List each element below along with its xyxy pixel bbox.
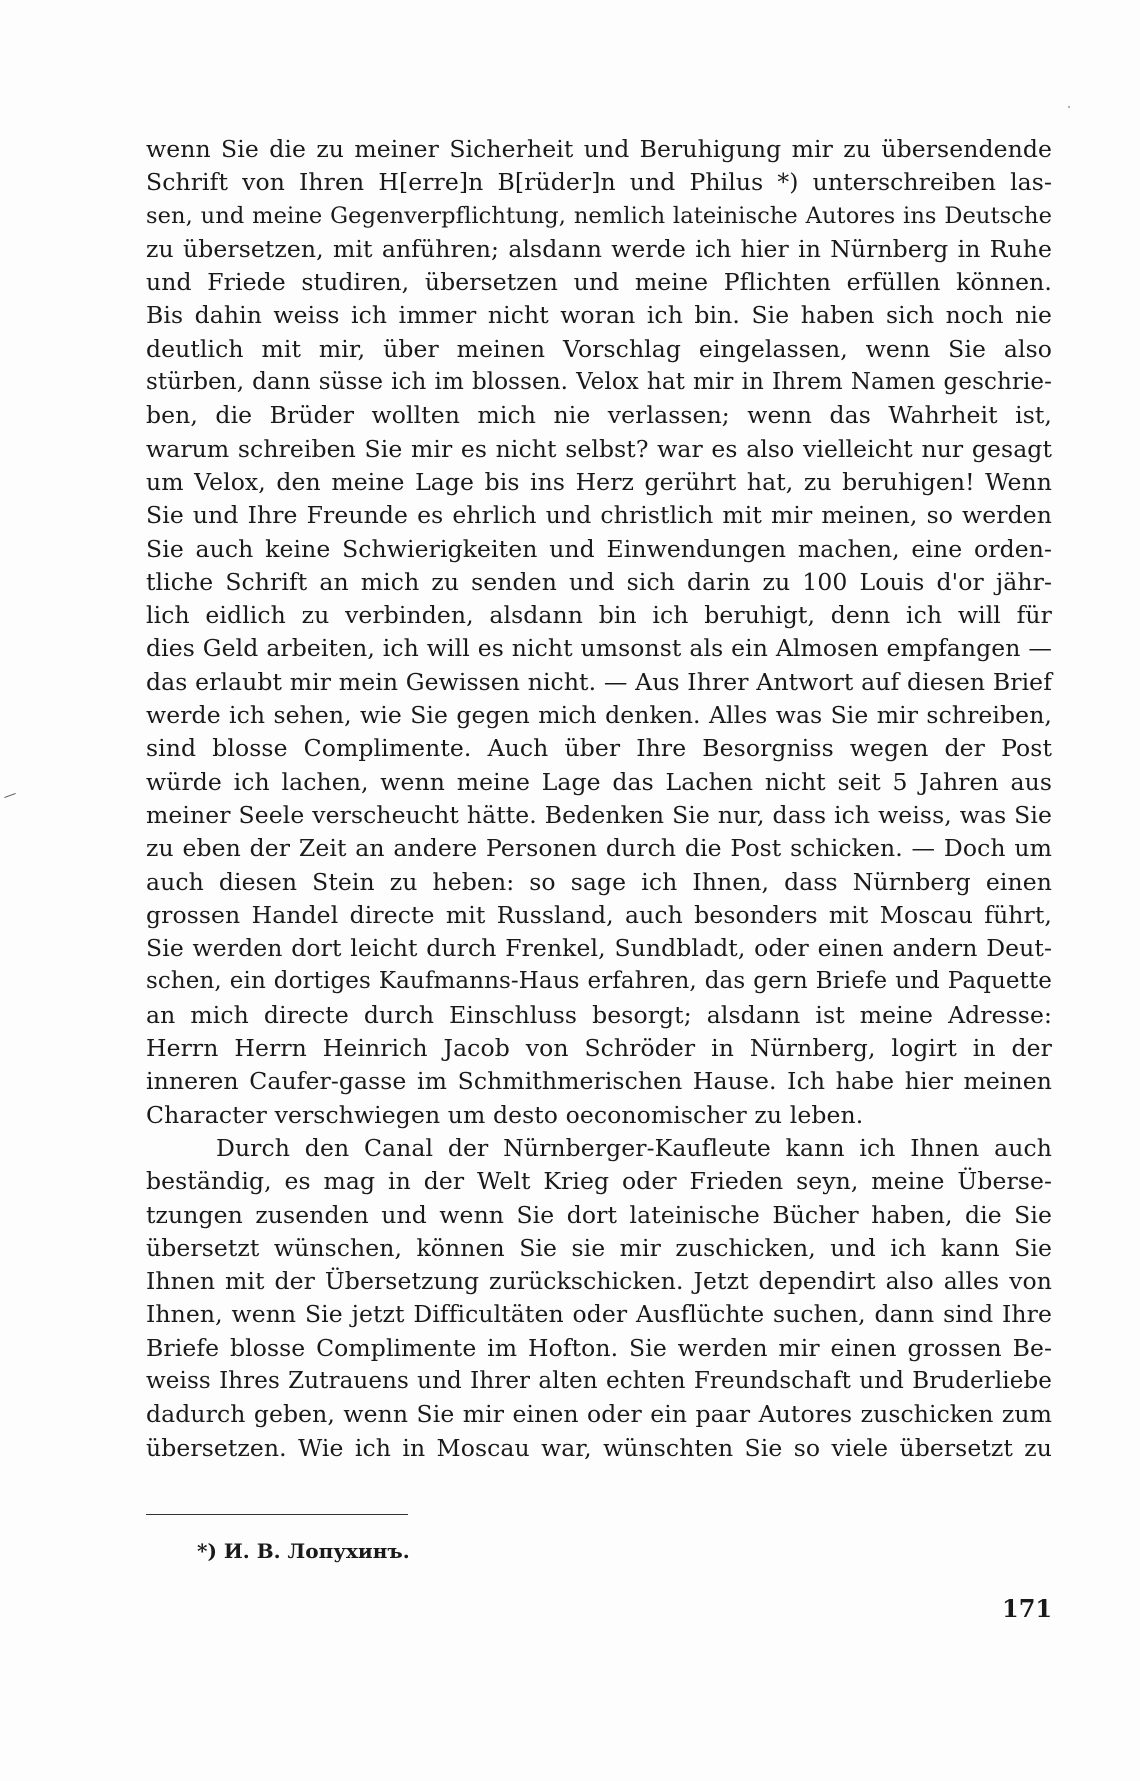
- text-line: inneren Caufer-gasse im Schmithmerischen Hause. Ich habe hier meinen: [146, 1067, 1052, 1096]
- text-line: tzungen zusenden und wenn Sie dort lateinische Bücher haben, die Sie: [146, 1200, 1052, 1229]
- text-line: sind blosse Complimente. Auch über Ihre Besorgniss wegen der Post: [146, 734, 1052, 763]
- text-line: schen, ein dortiges Kaufmanns-Haus erfahren, das gern Briefe und Paquette: [146, 968, 1052, 995]
- text-line: deutlich mit mir, über meinen Vorschlag eingelassen, wenn Sie also: [146, 334, 1052, 363]
- footnote: *) И. В. Лопухинъ.: [197, 1539, 410, 1563]
- margin-mark: [4, 793, 16, 798]
- text-line: ben, die Brüder wollten mich nie verlassen; wenn das Wahrheit ist,: [146, 401, 1052, 430]
- footnote-divider: [146, 1514, 408, 1515]
- text-line: Ihnen, wenn Sie jetzt Difficultäten oder Ausflüchte suchen, dann sind Ihre: [146, 1300, 1052, 1329]
- text-line: das erlaubt mir mein Gewissen nicht. — Aus Ihrer Antwort auf diesen Brief: [146, 667, 1052, 696]
- text-line: würde ich lachen, wenn meine Lage das Lachen nicht seit 5 Jahren aus: [146, 767, 1052, 796]
- text-line: beständig, es mag in der Welt Krieg oder Frieden seyn, meine Überse-: [146, 1167, 1052, 1196]
- text-line: werde ich sehen, wie Sie gegen mich denken. Alles was Sie mir schreiben,: [146, 701, 1052, 730]
- text-line: und Friede studiren, übersetzen und meine Pflichten erfüllen können.: [146, 268, 1052, 297]
- text-line: übersetzen. Wie ich in Moscau war, wünschten Sie so viele übersetzt zu: [146, 1433, 1052, 1462]
- text-line: Herrn Herrn Heinrich Jacob von Schröder in Nürnberg, logirt in der: [146, 1034, 1052, 1063]
- text-line: Durch den Canal der Nürnberger-Kaufleute kann ich Ihnen auch: [216, 1133, 1052, 1162]
- text-line: Schrift von Ihren H[erre]n B[rüder]n und Philus *) unterschreiben las-: [146, 168, 1052, 197]
- text-line: auch diesen Stein zu heben: so sage ich Ihnen, dass Nürnberg einen: [146, 867, 1052, 896]
- text-line: weiss Ihres Zutrauens und Ihrer alten echten Freundschaft und Bruderliebe: [146, 1367, 1052, 1394]
- text-line: tliche Schrift an mich zu senden und sich darin zu 100 Louis d'or jähr-: [146, 567, 1052, 596]
- text-line: grossen Handel directe mit Russland, auch besonders mit Moscau führt,: [146, 900, 1052, 929]
- text-line: Sie auch keine Schwierigkeiten und Einwendungen machen, eine orden-: [146, 534, 1052, 563]
- text-line: dadurch geben, wenn Sie mir einen oder ein paar Autores zuschicken zum: [146, 1400, 1052, 1429]
- text-line: Briefe blosse Complimente im Hofton. Sie werden mir einen grossen Be-: [146, 1333, 1052, 1362]
- text-line: sen, und meine Gegenverpflichtung, nemlich lateinische Autores ins Deutsche: [146, 202, 1052, 229]
- page-number: 171: [1002, 1594, 1053, 1623]
- text-line: Ihnen mit der Übersetzung zurückschicken. Jetzt dependirt also alles von: [146, 1267, 1052, 1296]
- text-line: wenn Sie die zu meiner Sicherheit und Beruhigung mir zu übersendende: [146, 135, 1052, 163]
- scan-speck: [1068, 106, 1070, 108]
- text-line: Bis dahin weiss ich immer nicht woran ich bin. Sie haben sich noch nie: [146, 301, 1052, 330]
- text-line: Sie und Ihre Freunde es ehrlich und christlich mit mir meinen, so werden: [146, 501, 1052, 530]
- body-text: [146, 133, 1052, 1465]
- text-line: Character verschwiegen um desto oeconomischer zu leben.: [146, 1100, 864, 1129]
- text-line: meiner Seele verscheucht hätte. Bedenken Sie nur, dass ich weiss, was Sie: [146, 800, 1052, 829]
- text-line: Sie werden dort leicht durch Frenkel, Sundbladt, oder einen andern Deut-: [146, 934, 1052, 963]
- text-line: zu eben der Zeit an andere Personen durch die Post schicken. — Doch um: [146, 834, 1052, 863]
- text-line: dies Geld arbeiten, ich will es nicht umsonst als ein Almosen empfangen —: [146, 634, 1052, 663]
- text-line: warum schreiben Sie mir es nicht selbst? war es also vielleicht nur gesagt: [146, 434, 1052, 463]
- text-line: an mich directe durch Einschluss besorgt; alsdann ist meine Adresse:: [146, 1000, 1052, 1029]
- text-line: lich eidlich zu verbinden, alsdann bin ich beruhigt, denn ich will für: [146, 601, 1052, 630]
- text-line: zu übersetzen, mit anführen; alsdann werde ich hier in Nürnberg in Ruhe: [146, 234, 1052, 263]
- text-line: stürben, dann süsse ich im blossen. Velox hat mir in Ihrem Namen geschrie-: [146, 369, 1052, 396]
- text-line: um Velox, den meine Lage bis ins Herz gerührt hat, zu beruhigen! Wenn: [146, 467, 1052, 496]
- text-line: übersetzt wünschen, können Sie sie mir zuschicken, und ich kann Sie: [146, 1233, 1052, 1262]
